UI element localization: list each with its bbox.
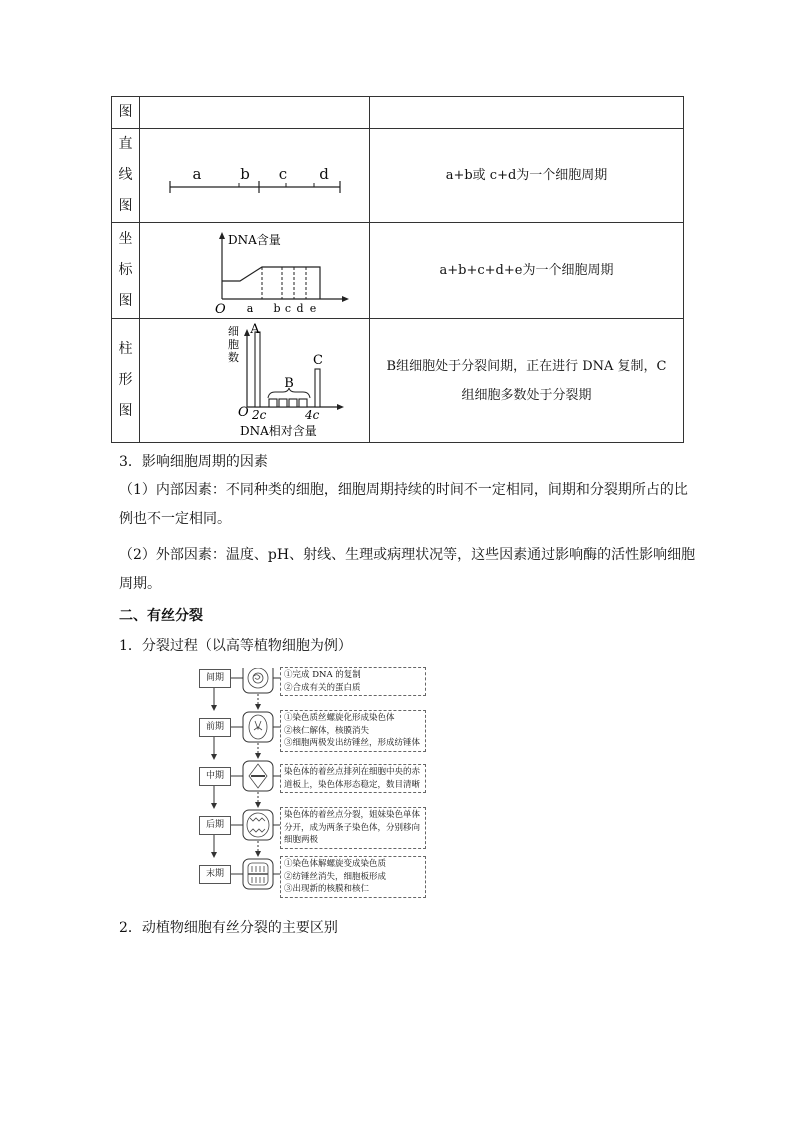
histogram-bar [269, 399, 277, 407]
histogram-bar [279, 399, 287, 407]
stage-anaphase: 后期 [199, 816, 231, 835]
bar-diagram [140, 319, 369, 442]
note-interphase: ①完成 DNA 的复制 ②合成有关的蛋白质 [280, 667, 426, 696]
interphase-cell-frame [243, 668, 273, 693]
segment-label-a: a [192, 164, 202, 183]
line-description: a+b或 c+d为一个细胞周期 [370, 129, 684, 223]
bar-description: B组细胞处于分裂间期，正在进行 DNA 复制，C 组细胞多数处于分裂期 [370, 319, 684, 443]
histogram-bar [289, 399, 297, 407]
group-label-B: B [284, 376, 294, 391]
bar-ylabel-char: 数 [228, 351, 239, 364]
coordinate-description: a+b+c+d+e为一个细胞周期 [370, 223, 684, 319]
bar-ylabel-char: 细 [228, 325, 239, 338]
group-label-A: A [250, 322, 260, 337]
coord-tick-a: a [246, 302, 254, 315]
mitosis-item-2: 2．动植物细胞有丝分裂的主要区别 [119, 920, 338, 936]
bar-ylabel-char: 胞 [228, 338, 239, 351]
segment-label-c: c [278, 164, 288, 183]
note-metaphase: 染色体的着丝点排列在细胞中央的赤 道板上，染色体形态稳定，数目清晰 [280, 764, 426, 793]
note-telophase: ①染色体解螺旋变成染色质 ②纺锤丝消失，细胞板形成 ③出现新的核膜和核仁 [280, 856, 426, 898]
tick-2c: 2c [252, 408, 267, 422]
cell-cycle-table [111, 96, 684, 443]
histogram-bar [299, 399, 307, 407]
coord-tick-d: d [296, 302, 304, 315]
coordinate-diagram [140, 223, 369, 318]
section3-p1-line2: 例也不一定相同。 [119, 511, 231, 527]
bar-diagram-cell [140, 319, 370, 443]
bar-origin: O [238, 405, 249, 420]
tick-4c: 4c [305, 408, 320, 422]
section3-p2-line2: 周期。 [119, 576, 161, 592]
header-cell-diagram [140, 97, 370, 129]
mitosis-item-1: 1．分裂过程（以高等植物细胞为例） [119, 638, 352, 654]
coord-origin: O [215, 302, 226, 317]
coord-tick-b: b [273, 302, 281, 315]
stage-telophase: 末期 [199, 865, 231, 884]
section3-heading: 3．影响细胞周期的因素 [119, 454, 268, 470]
stage-metaphase: 中期 [199, 767, 231, 786]
bar-xlabel: DNA相对含量 [240, 424, 317, 438]
coord-tick-e: e [309, 302, 317, 315]
row-label-header: 图 [112, 97, 140, 129]
coord-tick-c: c [284, 302, 292, 315]
coordinate-diagram-cell [140, 223, 370, 319]
section3-p1-line1: （1）内部因素：不同种类的细胞，细胞周期持续的时间不一定相同，间期和分裂期所占的比 [119, 482, 688, 498]
row-label-coordinate: 坐 标 图 [112, 223, 140, 319]
note-prophase: ①染色质丝螺旋化形成染色体 ②核仁解体，核膜消失 ③细胞两极发出纺锤丝，形成纺锤体 [280, 710, 426, 752]
coord-ylabel: DNA含量 [228, 233, 281, 247]
line-diagram [140, 130, 369, 222]
histogram-bar [255, 332, 260, 407]
group-label-C: C [313, 353, 323, 368]
mitosis-heading: 二、有丝分裂 [119, 608, 203, 624]
row-label-line: 直 线 图 [112, 129, 140, 223]
row-label-bar: 柱 形 图 [112, 319, 140, 443]
section3-p2-line1: （2）外部因素：温度、pH、射线、生理或病理状况等，这些因素通过影响酶的活性影响细胞 [119, 547, 696, 563]
stage-interphase: 间期 [199, 669, 231, 688]
note-anaphase: 染色体的着丝点分裂，姐妹染色单体 分开，成为两条子染色体，分别移向 细胞两极 [280, 807, 426, 849]
histogram-bar [315, 369, 320, 407]
stage-prophase: 前期 [199, 718, 231, 737]
segment-label-b: b [240, 164, 250, 183]
anaphase-cell-frame [243, 810, 273, 840]
bar-ylabel [228, 325, 239, 364]
segment-label-d: d [319, 164, 329, 183]
line-diagram-cell [140, 129, 370, 223]
header-cell-description [370, 97, 684, 129]
